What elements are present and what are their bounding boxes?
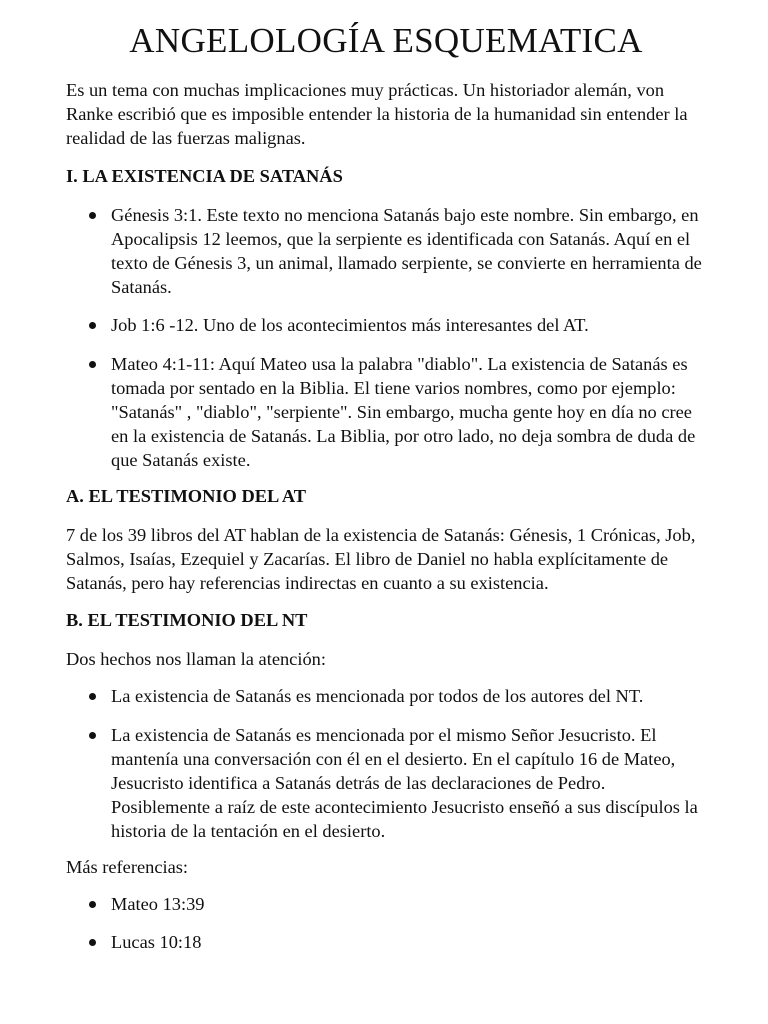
list-item [111, 930, 706, 954]
list-item-text: La existencia de Satanás es mencionada por todos de los autores del NT. [111, 686, 644, 707]
list-item [111, 892, 706, 916]
list-item [111, 203, 706, 300]
intro-paragraph: Es un tema con muchas implicaciones muy prácticas. Un historiador alemán, von Ranke escribió que es imposible entender la historia de la humanidad sin entender la realidad de las fuerzas malignas. [66, 80, 688, 149]
existencia-bullet-list [66, 203, 706, 473]
at-paragraph: 7 de los 39 libros del AT hablan de la existencia de Satanás: Génesis, 1 Crónicas, Job, Salmos, Isaías, Ezequiel y Zacarías. El libro de Daniel no habla explícitamente de Satanás, pero hay referencias indirectas en cuanto a su existencia. [66, 524, 696, 594]
bullet-icon [89, 939, 96, 946]
list-item-text: Lucas 10:18 [111, 932, 202, 953]
list-item [111, 684, 706, 708]
more-references-list [66, 892, 706, 954]
document-page [66, 18, 706, 968]
nt-lead-paragraph: Dos hechos nos llaman la atención: [66, 649, 326, 670]
list-item-text: Mateo 4:1-11: Aquí Mateo usa la palabra "diablo". La existencia de Satanás es tomada por sentado en la Biblia. El tiene varios nombres, como por ejemplo: "Satanás" , "diablo", "serpiente". Sin embargo, mucha gente hoy en día no cree en la existencia de Satanás. La Biblia, por otro lado, no deja sombra de duda de que Satanás existe. [111, 353, 696, 471]
bullet-icon [89, 901, 96, 908]
list-item [111, 313, 706, 337]
bullet-icon [89, 361, 96, 368]
list-item-text: Mateo 13:39 [111, 893, 205, 914]
bullet-icon [89, 732, 96, 739]
list-item [111, 723, 706, 844]
section-heading-nt: B. EL TESTIMONIO DEL NT [66, 610, 308, 631]
bullet-icon [89, 693, 96, 700]
bullet-icon [89, 322, 96, 329]
list-item-text: Génesis 3:1. Este texto no menciona Satanás bajo este nombre. Sin embargo, en Apocalipsis 12 leemos, que la serpiente es identificada con Satanás. Aquí en el texto de Génesis 3, un animal, llamado serpiente, se convierte en herramienta de Satanás. [111, 204, 702, 298]
more-references-lead: Más referencias: [66, 856, 189, 877]
document-title: ANGELOLOGÍA ESQUEMATICA [129, 21, 643, 60]
nt-bullet-list [66, 684, 706, 843]
list-item-text: Job 1:6 -12. Uno de los acontecimientos más interesantes del AT. [111, 315, 589, 336]
section-heading-at: A. EL TESTIMONIO DEL AT [66, 485, 307, 506]
bullet-icon [89, 212, 96, 219]
list-item [111, 352, 706, 473]
section-heading-existencia: I. LA EXISTENCIA DE SATANÁS [66, 165, 343, 186]
list-item-text: La existencia de Satanás es mencionada por el mismo Señor Jesucristo. El mantenía una conversación con él en el desierto. En el capítulo 16 de Mateo, Jesucristo identifica a Satanás detrás de las declaraciones de Pedro. Posiblemente a raíz de este acontecimiento Jesucristo enseñó a sus discípulos la historia de la tentación en el desierto. [111, 724, 698, 842]
